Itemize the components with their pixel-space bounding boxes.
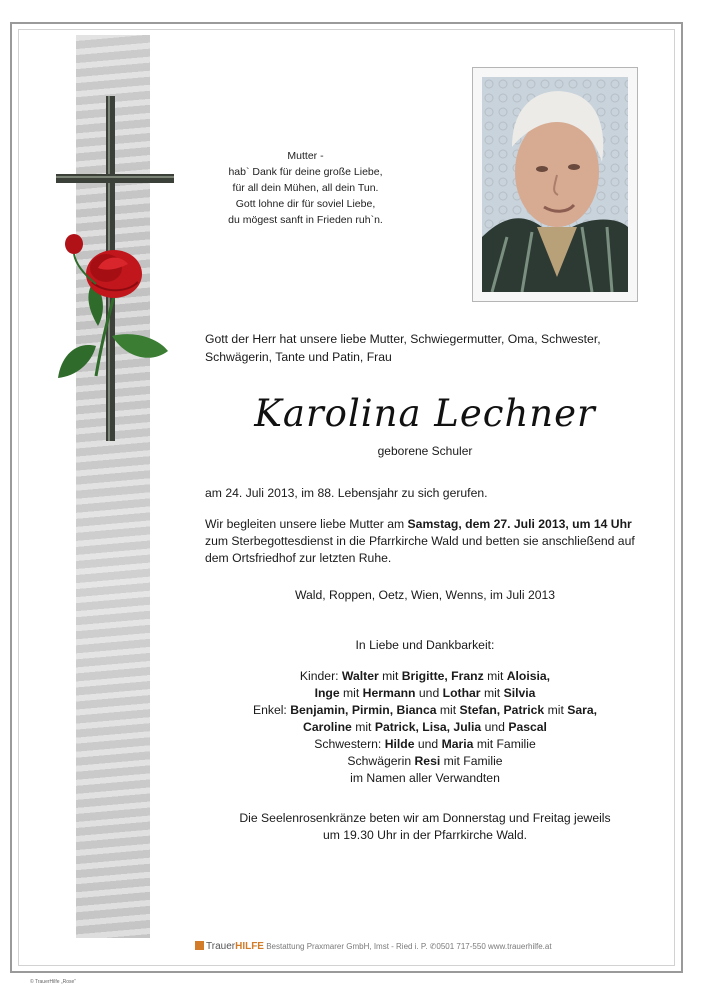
funeral-service-text (205, 516, 655, 567)
place-date: Wald, Roppen, Oetz, Wien, Wenns, im Juli 2013 (294, 588, 556, 602)
portrait-image (482, 77, 628, 292)
service-text-after: zum Sterbegottesdienst in die Pfarrkirche Wald und betten sie anschließend auf dem Ortsfriedhof zur letzten Ruhe. (205, 534, 635, 565)
footer (195, 941, 555, 957)
trauerhilfe-logo-icon (195, 941, 204, 950)
poem-line: Gott lohne dir für soviel Liebe, (235, 198, 376, 210)
death-date-text: am 24. Juli 2013, im 88. Lebensjahr zu sich gerufen. (205, 486, 488, 500)
closing-phrase: In Liebe und Dankbarkeit: (355, 638, 495, 652)
family-list (195, 668, 655, 787)
footer-brand: TrauerHILFE (206, 941, 264, 952)
rosary-line: Die Seelenrosenkränze beten wir am Donnerstag und Freitag jeweils (239, 811, 611, 825)
image-credit: © TrauerHilfe „Rose“ (30, 979, 76, 985)
deceased-name: Karolina Lechner (254, 392, 596, 435)
rose-icon (65, 234, 142, 298)
portrait-photo (472, 67, 638, 302)
poem-line: Mutter - (287, 150, 324, 162)
family-line-schwestern: Schwestern: Hilde und Maria mit Familie (314, 737, 536, 751)
service-text-before: Wir begleiten unsere liebe Mutter am (205, 517, 408, 531)
family-line-enkel: Enkel: Benjamin, Pirmin, Bianca mit Stefan, Patrick mit Sara, (252, 703, 598, 717)
cross-horizontal-beam (56, 174, 174, 183)
family-line-schwaegerin: Schwägerin Resi mit Familie (347, 754, 503, 768)
service-date: Samstag, dem 27. Juli 2013, um 14 Uhr (407, 517, 632, 531)
poem-line: hab` Dank für deine große Liebe, (228, 166, 383, 178)
footer-details: Bestattung Praxmarer GmbH, Imst - Ried i. P. ✆0501 717-550 www.trauerhilfe.at (266, 942, 552, 951)
birth-name: geborene Schuler (377, 444, 473, 458)
rosary-line: um 19.30 Uhr in der Pfarrkirche Wald. (322, 828, 528, 842)
rosary-notice (195, 810, 655, 844)
family-line-kinder-2: Inge mit Hermann und Lothar mit Silvia (314, 686, 536, 700)
poem-line: du mögest sanft in Frieden ruh`n. (228, 214, 383, 226)
cross-with-rose-image (56, 96, 176, 446)
poem (203, 148, 408, 228)
family-line-enkel-2: Caroline mit Patrick, Lisa, Julia und Pascal (303, 720, 547, 734)
family-line-kinder: Kinder: Walter mit Brigitte, Franz mit Aloisia, (299, 669, 551, 683)
family-line-verwandte: im Namen aller Verwandten (350, 771, 500, 785)
poem-line: für all dein Mühen, all dein Tun. (232, 182, 379, 194)
intro-text: Gott der Herr hat unsere liebe Mutter, Schwiegermutter, Oma, Schwester, Schwägerin, Tante und Patin, Frau (205, 332, 601, 364)
